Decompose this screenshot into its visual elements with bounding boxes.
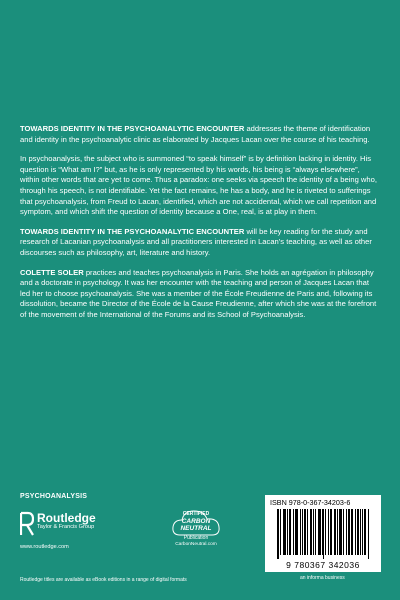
barcode-bar bbox=[295, 509, 296, 555]
barcode-bar bbox=[364, 509, 365, 555]
publisher-logo bbox=[20, 511, 130, 555]
barcode-bar bbox=[320, 509, 321, 555]
barcode-bar bbox=[348, 509, 349, 555]
barcode-bar bbox=[289, 509, 290, 555]
barcode-bar bbox=[358, 509, 359, 555]
barcode-bar bbox=[322, 509, 323, 555]
barcode-bar bbox=[351, 509, 352, 555]
book-title-emphasis: TOWARDS IDENTITY IN THE PSYCHOANALYTIC ENCOUNTER bbox=[20, 226, 245, 236]
author-name: COLETTE SOLER bbox=[20, 267, 84, 277]
barcode-bar bbox=[296, 509, 297, 555]
publication-label: Publication bbox=[183, 535, 209, 541]
barcode-bar bbox=[352, 509, 353, 555]
subject-category: PSYCHOANALYSIS bbox=[20, 493, 88, 500]
description-text: addresses the theme of identification and identity in the psychoanalytic clinic as elaborated by Jacques Lacan over the course of his teaching. bbox=[20, 124, 371, 144]
barcode-bar bbox=[297, 509, 298, 555]
carbon-certified-label: CERTIFIED bbox=[182, 511, 210, 517]
barcode-icon bbox=[277, 509, 369, 559]
barcode-bar bbox=[330, 509, 331, 555]
barcode-bar bbox=[293, 509, 294, 555]
barcode-bar bbox=[307, 509, 308, 555]
description-paragraph-3 bbox=[20, 227, 380, 259]
barcode-bar bbox=[334, 509, 335, 555]
barcode-bar bbox=[278, 509, 279, 559]
barcode-bar bbox=[340, 509, 341, 555]
barcode-bar bbox=[360, 509, 361, 555]
barcode-bar bbox=[318, 509, 319, 555]
barcode-bar bbox=[349, 509, 350, 555]
barcode-bar bbox=[365, 509, 366, 555]
barcode-bar bbox=[346, 509, 347, 555]
book-title-emphasis: TOWARDS IDENTITY IN THE PSYCHOANALYTIC ENCOUNTER bbox=[20, 124, 245, 133]
description-paragraph-1 bbox=[20, 124, 380, 145]
isbn-barcode bbox=[265, 495, 381, 572]
barcode-bar bbox=[283, 509, 284, 555]
informa-tagline: an informa business bbox=[300, 575, 345, 581]
barcode-bar bbox=[300, 509, 301, 555]
carbon-url: CarbonNeutral.com bbox=[175, 542, 217, 547]
barcode-bar bbox=[280, 509, 281, 555]
barcode-bar bbox=[319, 509, 320, 555]
back-cover-text bbox=[20, 124, 380, 330]
carbon-label: CARBON bbox=[181, 518, 211, 525]
barcode-bar bbox=[304, 509, 305, 555]
barcode-bar bbox=[302, 509, 303, 555]
barcode-bar bbox=[305, 509, 306, 555]
carbon-neutral-badge bbox=[163, 505, 229, 571]
barcode-bar bbox=[277, 509, 278, 559]
ebook-footnote: Routledge titles are available as eBook editions in a range of digital formats bbox=[20, 577, 187, 583]
barcode-bar bbox=[284, 509, 285, 555]
description-text: will be key reading for the study and research of Lacanian psychoanalysis and all practitioners interested in Lacan’s teaching, as well as other discourses such as philosophy, art, literature and history. bbox=[20, 226, 372, 257]
isbn-number: ISBN 978-0-367-34203-6 bbox=[270, 498, 351, 507]
barcode-bar bbox=[323, 509, 324, 559]
barcode-bar bbox=[335, 509, 336, 555]
ean-digits: 9 780367 342036 bbox=[286, 560, 360, 570]
barcode-bar bbox=[285, 509, 286, 555]
routledge-r-icon bbox=[20, 511, 34, 537]
publisher-name: Routledge bbox=[37, 511, 96, 525]
barcode-bar bbox=[341, 509, 342, 555]
author-bio-text: practices and teaches psychoanalysis in Paris. She holds an agrégation in philosophy and a doctorate in psychology. It was her encounter with the teaching and person of Jacques Lacan that led her to choose psychoanalysis. She was a member of the École Freudienne de Paris and, following its dissolution, became the Director of the École de la Cause Freudienne, after which she was at the forefront of the movement of the International of the Forums and its School of Psychoanalysis. bbox=[20, 267, 377, 319]
barcode-bar bbox=[287, 509, 288, 555]
barcode-bar bbox=[362, 509, 363, 555]
publisher-group: Taylor & Francis Group bbox=[37, 524, 95, 530]
barcode-bar bbox=[343, 509, 344, 555]
barcode-bar bbox=[339, 509, 340, 555]
barcode-bar bbox=[313, 509, 314, 555]
barcode-bar bbox=[337, 509, 338, 555]
barcode-bar bbox=[328, 509, 329, 555]
barcode-bar bbox=[310, 509, 311, 555]
barcode-bar bbox=[325, 509, 326, 555]
publisher-url: www.routledge.com bbox=[20, 544, 69, 550]
barcode-bar bbox=[331, 509, 332, 555]
description-paragraph-2: In psychoanalysis, the subject who is summoned “to speak himself” is by definition lacking in identity. His question is “What am I?” but, as he is only represented by his words, his being is “always elsewhere”, within other words that are yet to come. Thus a paradox: one seeks via speech the identity of a being who, through his speech, is not identifiable. Yet the fact remains, he has a body, and he is riveted to sufferings that psychoanalysis, from Freud to Lacan, identified, which are not accidental, which we call repetition and symptom, and which shift the question of identity because a One, real, is at play in them. bbox=[20, 154, 377, 217]
barcode-bar bbox=[355, 509, 356, 555]
neutral-label: NEUTRAL bbox=[180, 525, 212, 532]
barcode-bar bbox=[290, 509, 291, 555]
barcode-bar bbox=[368, 509, 369, 559]
barcode-bar bbox=[311, 509, 312, 555]
author-bio bbox=[20, 268, 380, 321]
barcode-bar bbox=[315, 509, 316, 555]
barcode-bar bbox=[357, 509, 358, 555]
